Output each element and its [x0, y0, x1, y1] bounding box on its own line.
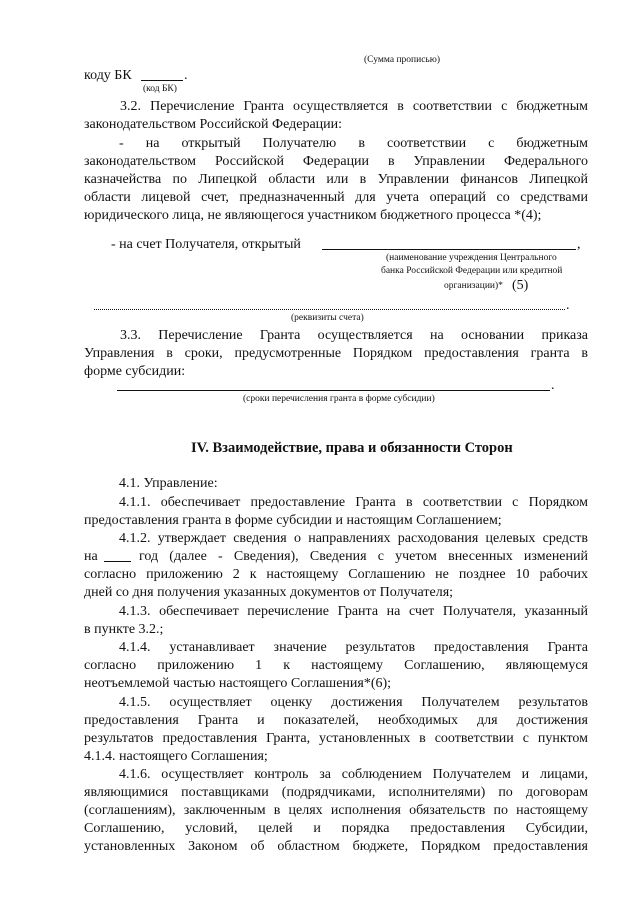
p412-line-1: 4.1.2. утверждает сведения о направлениях расходования целевых средств: [119, 531, 588, 546]
p412-year-blank: [104, 561, 131, 562]
p415-line-4: 4.1.4. настоящего Соглашения;: [84, 749, 268, 764]
p411-line-1: 4.1.1. обеспечивает предоставление Гранта в соответствии с Порядком: [119, 495, 588, 510]
p414-line-3: неотъемлемой частью настоящего Соглашения*(6);: [84, 676, 392, 691]
requisites-blank-line: [94, 309, 565, 310]
p416-line-3: (соглашениям), заключенным в целях исполнения обязательств по настоящему: [84, 803, 588, 818]
s32-line-6: области лицевой счет, предназначенный для учета операций со средствами: [84, 190, 588, 205]
account-comma: ,: [577, 237, 581, 252]
kbk-caption: (код БК): [143, 84, 177, 94]
p416-line-4: Соглашению, условий, целей и порядка предоставления Субсидии,: [84, 821, 588, 836]
kbk-blank-line: [141, 80, 183, 81]
s33-dot: .: [551, 378, 555, 393]
s32-line-2: законодательством Российской Федерации:: [84, 117, 343, 132]
p412-line-2-prefix: на: [84, 549, 98, 564]
p415-line-2: предоставления Гранта и показателей, необходимых для достижения: [84, 713, 588, 728]
p412-line-2: год (далее - Сведения), Сведения с учетом внесенных изменений: [139, 549, 588, 564]
section-heading: IV. Взаимодействие, права и обязанности Сторон: [191, 440, 513, 456]
p415-line-1: 4.1.5. осуществляет оценку достижения Получателем результатов: [119, 695, 588, 710]
p416-line-1: 4.1.6. осуществляет контроль за соблюдением Получателем и лицами,: [119, 767, 588, 782]
p412-line-3: согласно приложению 2 к настоящему Соглашению не позднее 10 рабочих: [84, 567, 588, 582]
bank-caption-3: организации)*: [444, 281, 503, 291]
s33-line-3: форме субсидии:: [84, 364, 186, 379]
s32-line-1: 3.2. Перечисление Гранта осуществляется в соответствии с бюджетным: [120, 99, 588, 114]
p415-line-3: результатов предоставления Гранта, установленных в соответствии с пунктом: [84, 731, 588, 746]
p416-line-5: установленных Законом об областном бюджете, Порядком предоставления: [84, 839, 588, 854]
account-label: - на счет Получателя, открытый: [111, 237, 301, 252]
bank-caption-note: (5): [512, 278, 529, 293]
bank-caption-2: банка Российской Федерации или кредитной: [381, 266, 563, 276]
s32-line-5: казначейства по Липецкой области или в Управлении финансов Липецкой: [84, 172, 588, 187]
s33-blank-line: [117, 390, 550, 391]
p414-line-1: 4.1.4. устанавливает значение результатов предоставления Гранта: [119, 640, 588, 655]
s41-title: 4.1. Управление:: [119, 476, 218, 491]
s32-line-7: юридического лица, не являющегося участником бюджетного процесса *(4);: [84, 208, 542, 223]
p413-line-2: в пункте 3.2.;: [84, 622, 164, 637]
kbk-dot: .: [184, 68, 188, 83]
sum-caption: (Сумма прописью): [364, 55, 440, 65]
requisites-dot: .: [566, 298, 570, 313]
s33-line-2: Управления в сроки, предусмотренные Порядком предоставления гранта в: [84, 346, 588, 361]
s33-caption: (сроки перечисления гранта в форме субсидии): [243, 394, 435, 404]
account-blank-line: [322, 249, 576, 250]
p414-line-2: согласно приложению 1 к настоящему Соглашению, являющемуся: [84, 658, 588, 673]
s33-line-1: 3.3. Перечисление Гранта осуществляется на основании приказа: [120, 328, 588, 343]
bank-caption-1: (наименование учреждения Центрального: [386, 253, 557, 263]
requisites-caption: (реквизиты счета): [291, 313, 364, 323]
p413-line-1: 4.1.3. обеспечивает перечисление Гранта на счет Получателя, указанный: [119, 604, 588, 619]
kbk-label: коду БК: [84, 68, 132, 83]
p411-line-2: предоставления гранта в форме субсидии и настоящим Соглашением;: [84, 513, 502, 528]
p412-line-4: дней со дня получения указанных документов от Получателя;: [84, 585, 454, 600]
s32-line-3: - на открытый Получателю в соответствии с бюджетным: [119, 136, 588, 151]
s32-line-4: законодательством Российской Федерации в Управлении Федерального: [84, 154, 588, 169]
p416-line-2: являющимися поставщиками (подрядчиками, исполнителями) по договорам: [84, 785, 588, 800]
